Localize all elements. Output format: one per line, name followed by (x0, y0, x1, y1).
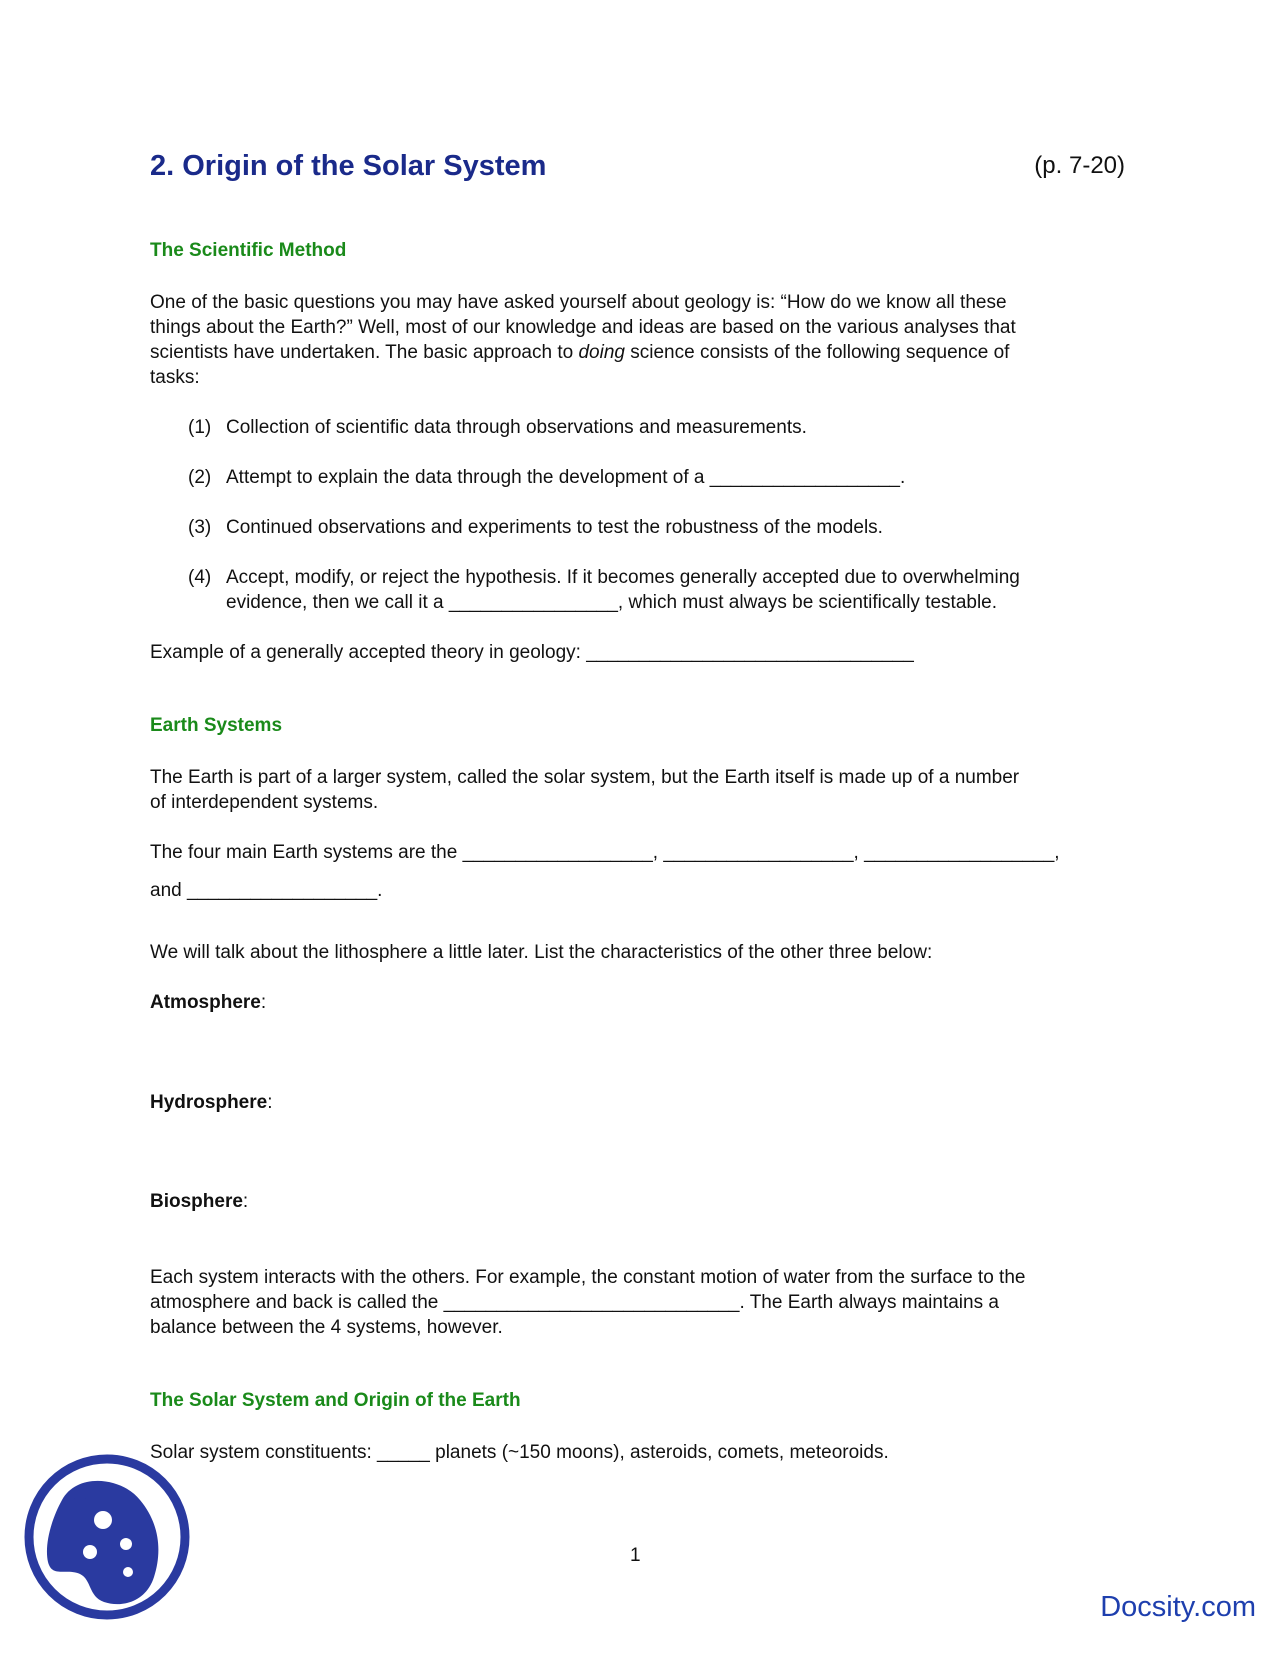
step-text: Collection of scientific data through observations and measurements. (226, 417, 807, 438)
step-text: Accept, modify, or reject the hypothesis. If it becomes generally accepted due to overwhelming (226, 567, 1020, 588)
step-text-block (226, 565, 1126, 615)
theory-example-line: Example of a generally accepted theory in geology: _______________________________ (150, 642, 914, 663)
intro-line: of interdependent systems. (150, 792, 379, 813)
label-colon: : (242, 1191, 249, 1212)
paragraph-line: Each system interacts with the others. For example, the constant motion of water from the surface to the (150, 1267, 1026, 1288)
intro-line: The Earth is part of a larger system, called the solar system, but the Earth itself is made up of a number (150, 767, 1020, 788)
lithosphere-note: We will talk about the lithosphere a little later. List the characteristics of the other three below: (150, 942, 933, 963)
four-systems-line-continued: and __________________. (150, 880, 383, 901)
intro-line: tasks: (150, 367, 200, 388)
intro-italic-doing: doing (578, 342, 625, 363)
step-number: (2) (188, 467, 212, 488)
section-heading-earth-systems: Earth Systems (150, 715, 283, 736)
system-interaction-paragraph (150, 1265, 1125, 1340)
step-text: Attempt to explain the data through the development of a __________________. (226, 467, 906, 488)
step-text: Continued observations and experiments to test the robustness of the models. (226, 517, 883, 538)
step-number: (1) (188, 417, 212, 438)
section-heading-scientific-method: The Scientific Method (150, 240, 347, 261)
docsity-logo-icon (22, 1452, 192, 1622)
docsity-logo-graphic (22, 1452, 192, 1622)
step-number: (3) (188, 517, 212, 538)
page-number: 1 (630, 1545, 641, 1566)
earth-systems-intro (150, 765, 1125, 815)
four-systems-line: The four main Earth systems are the __________________, __________________, __________________, (150, 842, 1060, 863)
intro-line (150, 340, 1125, 365)
solar-system-constituents: Solar system constituents: _____ planets (~150 moons), asteroids, comets, meteoroids. (150, 1442, 889, 1463)
label-colon: : (267, 1092, 273, 1113)
paragraph-line: balance between the 4 systems, however. (150, 1317, 503, 1338)
atmosphere-label-row (150, 990, 266, 1015)
intro-line-post: science consists of the following sequence of (624, 342, 1010, 363)
section-heading-solar-system: The Solar System and Origin of the Earth (150, 1390, 521, 1411)
page-reference: (p. 7-20) (1034, 152, 1125, 179)
hydrosphere-label-row (150, 1090, 272, 1115)
intro-line: One of the basic questions you may have asked yourself about geology is: “How do we know all these (150, 292, 1007, 313)
biosphere-label-row (150, 1189, 248, 1214)
hydrosphere-label: Hydrosphere (150, 1092, 268, 1113)
step-number: (4) (188, 567, 212, 588)
intro-line-pre: scientists have undertaken. The basic approach to (150, 342, 579, 363)
label-colon: : (260, 992, 267, 1013)
scientific-method-intro (150, 290, 1125, 390)
docsity-brand-link[interactable]: Docsity.com (1100, 1591, 1256, 1623)
title-row (150, 150, 1125, 190)
page-title: 2. Origin of the Solar System (150, 150, 547, 182)
atmosphere-label: Atmosphere (150, 992, 261, 1013)
intro-line: things about the Earth?” Well, most of our knowledge and ideas are based on the various analyses that (150, 317, 1016, 338)
biosphere-label: Biosphere (150, 1191, 243, 1212)
paragraph-line: atmosphere and back is called the ____________________________. The Earth always maintains a (150, 1292, 999, 1313)
step-text-continued: evidence, then we call it a ________________, which must always be scientifically testable. (226, 592, 998, 613)
list-item-step-4 (188, 565, 1128, 620)
